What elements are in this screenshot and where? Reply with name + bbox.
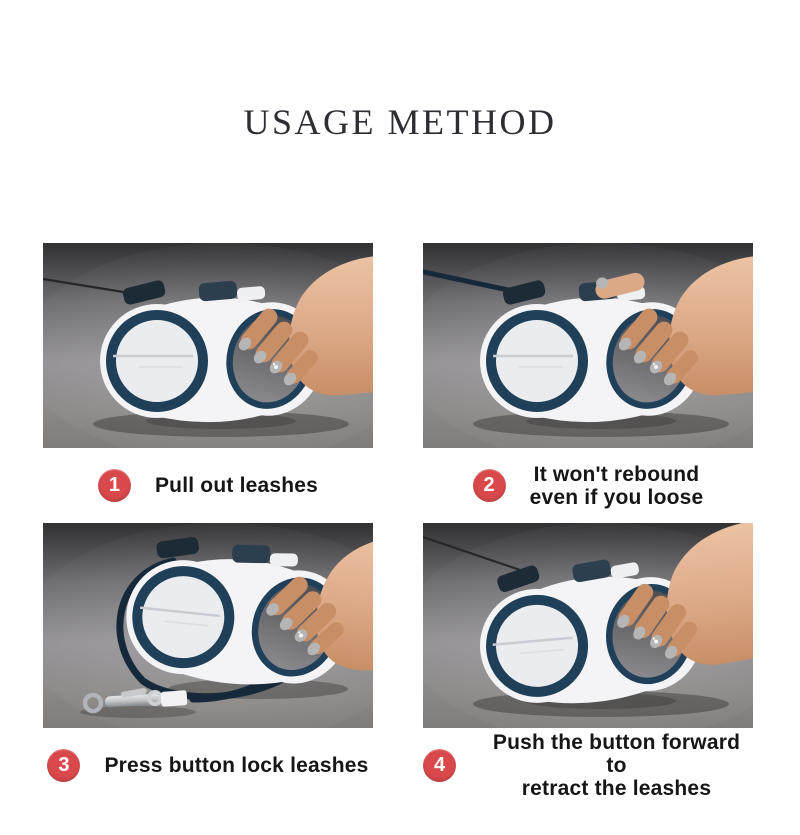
step-caption-4: [423, 728, 753, 803]
reel-housing: [487, 596, 587, 696]
step-caption-3: [43, 728, 373, 803]
step-caption-1: [43, 448, 373, 523]
step-caption-text-4: [480, 731, 753, 800]
step-caption-text-3: [104, 754, 368, 777]
caption-line: It won't rebound: [533, 462, 700, 486]
step-photo-1: [43, 243, 373, 448]
step-number-badge-4: 4: [423, 749, 456, 782]
step-caption-text-2: [530, 463, 704, 509]
reel-housing: [111, 315, 203, 407]
strap-end-cap: [161, 690, 188, 707]
brake-button: [198, 280, 237, 301]
leash-photo-illustration: [43, 243, 373, 448]
caption-line: Pull out leashes: [154, 474, 319, 497]
step-number-badge-3: 3: [47, 749, 80, 782]
step-number-badge-1: 1: [98, 469, 131, 502]
leash-photo-illustration: [423, 243, 753, 448]
step-photo-4: [423, 523, 753, 728]
reel-housing: [491, 315, 583, 407]
steps-grid: [43, 243, 753, 808]
step-caption-2: [423, 448, 753, 523]
caption-line: Press button lock leashes: [104, 754, 369, 777]
step-photo-2: [423, 243, 753, 448]
step-number-badge-2: 2: [473, 469, 506, 502]
caption-line: even if you loose: [529, 485, 704, 509]
page-title: USAGE METHOD: [243, 102, 557, 142]
leash-photo-illustration: [423, 523, 753, 728]
leash-photo-illustration: [43, 523, 373, 728]
brake-button: [232, 545, 270, 564]
reel-housing: [133, 567, 234, 668]
step-photo-3: [43, 523, 373, 728]
caption-line: Push the button forward to: [492, 731, 741, 777]
step-caption-text-1: [155, 474, 318, 497]
caption-line: retract the leashes: [521, 777, 712, 800]
